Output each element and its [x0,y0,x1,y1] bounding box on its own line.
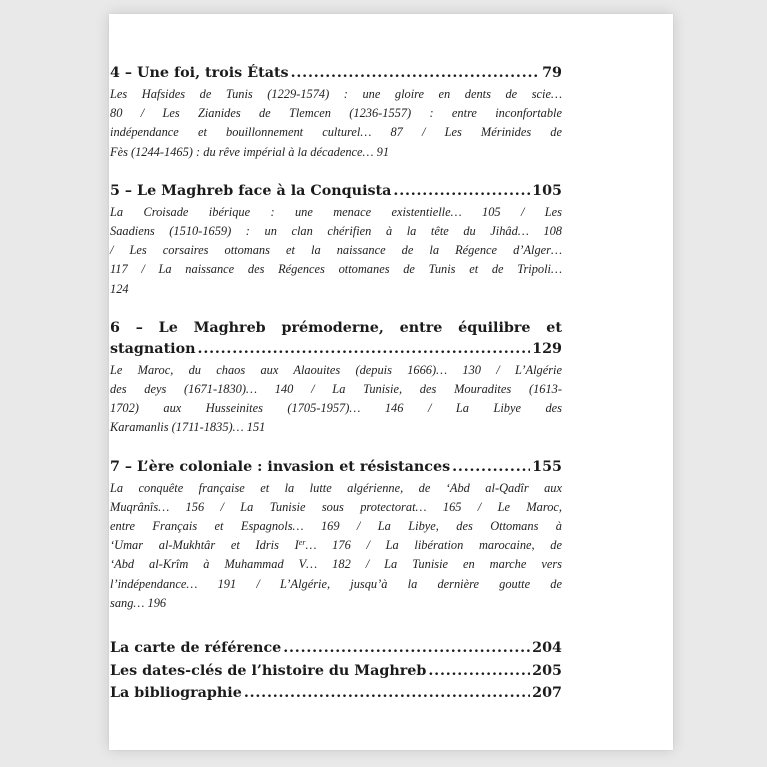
section-line: Le Maroc, du chaos aux Alaouites (depuis 1666)… 130 / L’Algérie [110,362,562,377]
section-line: Fès (1244-1465) : du rêve impérial à la décadence… 91 [110,144,390,159]
page-number: 205 [532,662,562,679]
section-line: Muqrânîs… 156 / La Tunisie sous protectorat… 165 / Le Maroc, [110,499,562,514]
chapter-title: 4 – Une foi, trois États [110,65,289,81]
toc-chapter-4 [110,63,562,162]
leader-dots [452,457,530,478]
table-of-contents [110,63,562,705]
section-line: Saadiens (1510-1659) : un clan chérifien à la tête du Jihâd… 108 [110,224,562,239]
section-line: 124 [110,281,129,296]
toc-backmatter [110,637,562,705]
backmatter-title: Les dates-clés de l’histoire du Maghreb [110,662,427,679]
backmatter-entry[interactable] [110,682,562,705]
chapter-title: 7 – L’ère coloniale : invasion et résistances [110,458,451,475]
page-number: 79 [542,65,562,81]
backmatter-title: La carte de référence [110,640,282,657]
section-line: 80 / Les Zianides de Tlemcen (1236-1557) : entre inconfortable [110,106,562,121]
section-line: La conquête française et la lutte algérienne, de ‘Abd al-Qadîr aux [110,480,562,495]
leader-dots [244,682,530,705]
section-line: Les Hafsides de Tunis (1229-1574) : une gloire en dents de scie… [110,87,562,101]
section-line: l’indépendance… 191 / L’Algérie, jusqu’à la dernière goutte de [110,576,562,591]
page-number: 129 [532,340,562,357]
page-number: 207 [532,685,562,702]
page-number: 155 [532,458,562,475]
section-line: ‘Abd al-Krîm à Muhammad V… 182 / La Tunisie en marche vers [110,557,562,572]
chapter-title-line-2: stagnation [110,340,196,357]
chapter-heading[interactable] [110,181,562,202]
backmatter-entry[interactable] [110,637,562,660]
backmatter-title: La bibliographie [110,685,242,702]
section-line: 1702) aux Husseinites (1705-1957)… 146 / La Libye des [110,401,562,416]
toc-chapter-7 [110,457,562,613]
page-number: 105 [532,182,562,199]
leader-dots [428,660,530,683]
section-line: Karamanlis (1711-1835)… 151 [110,420,266,435]
section-line: 117 / La naissance des Régences ottomanes de Tunis et de Tripoli… [110,262,562,277]
chapter-heading[interactable] [110,339,562,360]
section-list [110,203,562,299]
page-number: 204 [532,640,562,657]
superscript: er [298,538,306,548]
section-line: ‘Umar al-Mukhtâr et Idris Ier… 176 / La libération marocaine, de [110,538,563,553]
section-list [110,479,562,613]
chapter-title-line-1[interactable]: 6 – Le Maghreb prémoderne, entre équilibre et [110,319,562,336]
section-line: indépendance et bouillonnement culturel… 87 / Les Mérinides de [110,125,562,140]
backmatter-entry[interactable] [110,660,562,683]
section-line: sang… 196 [110,595,167,610]
leader-dots [291,63,540,84]
section-line: La Croisade ibérique : une menace existentielle… 105 / Les [110,204,562,219]
leader-dots [393,181,530,202]
section-line: entre Français et Espagnols… 169 / La Libye, des Ottomans à [110,519,562,534]
chapter-heading[interactable] [110,63,562,84]
toc-chapter-5 [110,181,562,299]
leader-dots [283,637,530,660]
section-list [110,361,562,438]
leader-dots [198,339,531,360]
chapter-title: 5 – Le Maghreb face à la Conquista [110,182,392,199]
section-line: des deys (1671-1830)… 140 / La Tunisie, des Mouradites (1613- [110,382,562,397]
section-list [110,85,562,162]
toc-chapter-6 [110,318,562,438]
section-line: / Les corsaires ottomans et la naissance de la Régence d’Alger… [110,243,562,258]
chapter-heading[interactable] [110,457,562,478]
